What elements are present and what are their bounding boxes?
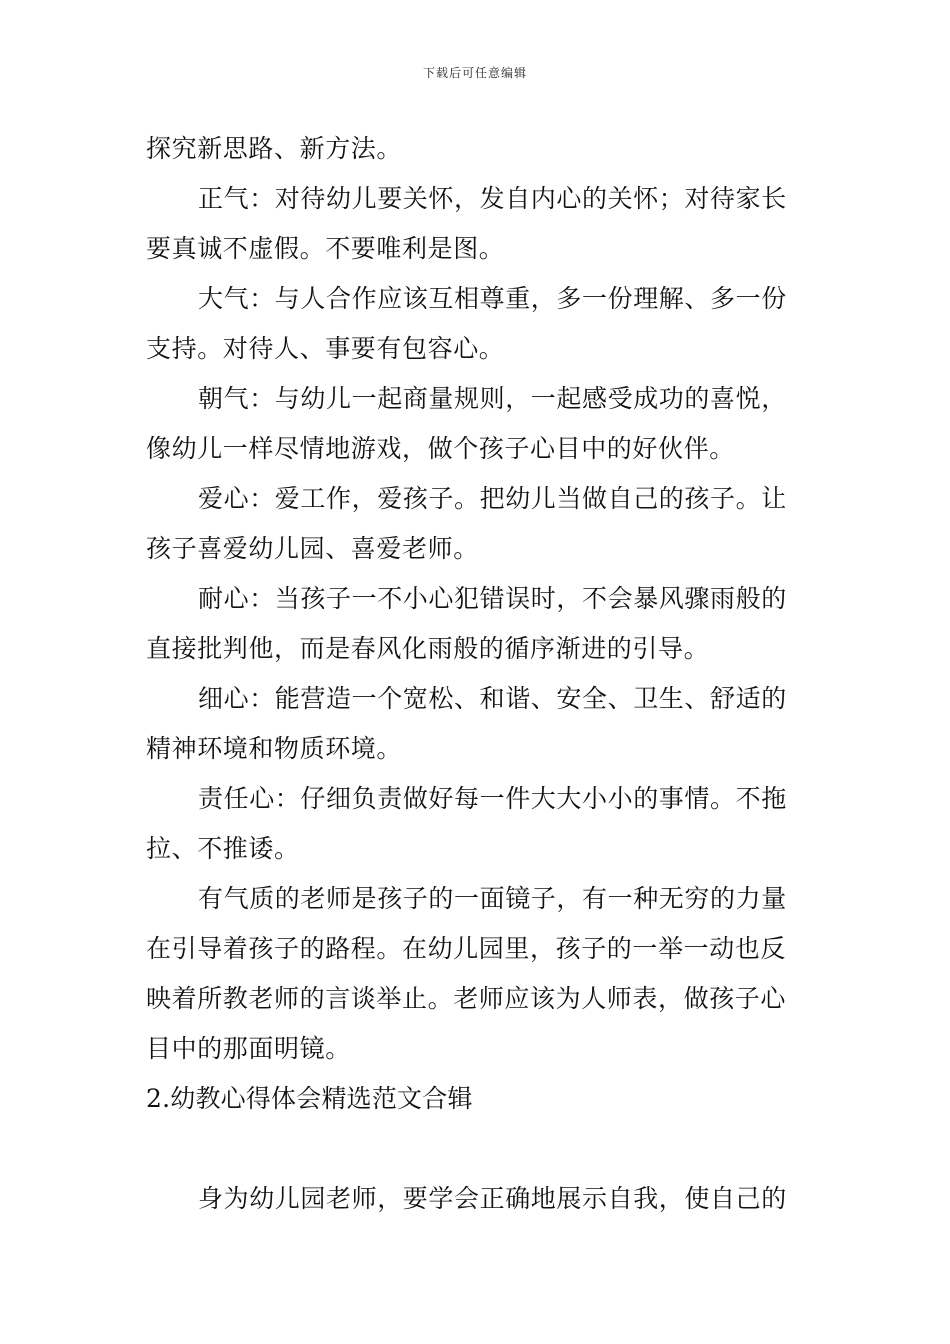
page-header: 下载后可任意编辑 [422,66,527,80]
paragraph-line: 细心：能营造一个宽松、和谐、安全、卫生、舒适的 [198,684,787,713]
paragraph-line: 像幼儿一样尽情地游戏，做个孩子心目中的好伙伴。 [146,434,735,463]
paragraph-line: 拉、不推诿。 [146,834,300,863]
document-body [146,124,810,1224]
paragraph-line: 有气质的老师是孩子的一面镜子，有一种无穷的力量 [198,884,787,913]
paragraph-line: 映着所教老师的言谈举止。老师应该为人师表，做孩子心 [146,984,787,1013]
paragraph-line: 探究新思路、新方法。 [146,134,403,163]
paragraph-line: 直接批判他，而是春风化雨般的循序渐进的引导。 [146,634,710,663]
paragraph-line: 朝气：与幼儿一起商量规则，一起感受成功的喜悦， [198,384,787,413]
paragraph-line: 身为幼儿园老师，要学会正确地展示自我，使自己的 [198,1184,787,1213]
paragraph-line: 大气：与人合作应该互相尊重，多一份理解、多一份 [198,284,787,313]
paragraph-line: 精神环境和物质环境。 [146,734,403,763]
paragraph-line: 支持。对待人、事要有包容心。 [146,334,505,363]
paragraph-line: 要真诚不虚假。不要唯利是图。 [146,234,505,263]
blank-line [146,1124,810,1174]
paragraph-line: 孩子喜爱幼儿园、喜爱老师。 [146,534,479,563]
paragraph-line: 爱心：爱工作，爱孩子。把幼儿当做自己的孩子。让 [198,484,787,513]
paragraph-line: 正气：对待幼儿要关怀，发自内心的关怀；对待家长 [198,184,787,213]
section-heading: 2.幼教心得体会精选范文合辑 [146,1084,473,1113]
paragraph-line: 责任心：仔细负责做好每一件大大小小的事情。不拖 [198,784,787,813]
paragraph-line: 耐心：当孩子一不小心犯错误时，不会暴风骤雨般的 [198,584,787,613]
paragraph-line: 在引导着孩子的路程。在幼儿园里，孩子的一举一动也反 [146,934,787,963]
paragraph-line: 目中的那面明镜。 [146,1034,351,1063]
